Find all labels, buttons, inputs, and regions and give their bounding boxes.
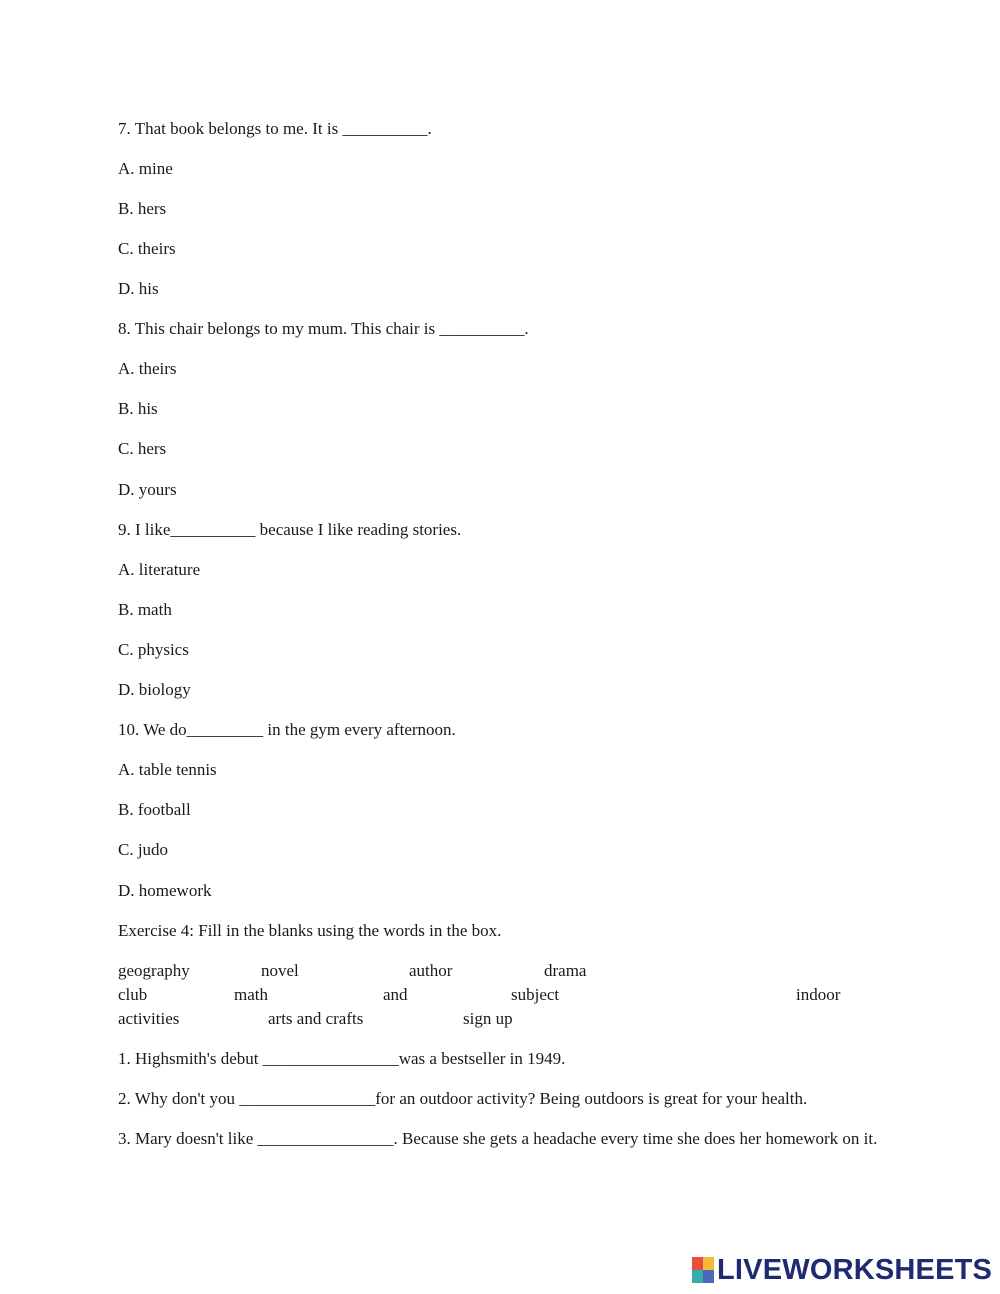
question-7-option-d: D. his: [118, 279, 159, 298]
question-8-option-b: B. his: [118, 399, 158, 418]
question-9-stem: 9. I like__________ because I like reading stories.: [118, 520, 462, 539]
word-box-item: drama: [544, 961, 587, 980]
question-9-option-b: B. math: [118, 600, 172, 619]
word-box-item: author: [409, 961, 453, 980]
question-10-option-c: C. judo: [118, 840, 169, 859]
question-9-option-d: D. biology: [118, 680, 191, 699]
exercise-4-sentence-1: 1. Highsmith's debut ________________was a bestseller in 1949.: [118, 1049, 566, 1068]
word-box-item: geography: [118, 961, 190, 980]
word-box-item: math: [234, 985, 268, 1004]
question-7-stem: 7. That book belongs to me. It is __________.: [118, 119, 432, 138]
word-box-item: arts and crafts: [268, 1009, 364, 1028]
question-7-option-c: C. theirs: [118, 239, 176, 258]
question-8-option-a: A. theirs: [118, 359, 177, 378]
question-8-option-d: D. yours: [118, 480, 177, 499]
question-10-option-d: D. homework: [118, 881, 212, 900]
exercise-4-sentence-2: 2. Why don't you ________________for an outdoor activity? Being outdoors is great for your health.: [118, 1089, 808, 1108]
logo-mark-icon: [692, 1257, 714, 1283]
question-9-option-a: A. literature: [118, 560, 201, 579]
question-10-option-a: A. table tennis: [118, 760, 217, 779]
question-9-option-c: C. physics: [118, 640, 189, 659]
question-8-stem: 8. This chair belongs to my mum. This chair is __________.: [118, 319, 529, 338]
question-10-option-b: B. football: [118, 800, 191, 819]
word-box-item: club: [118, 985, 148, 1004]
word-box-item: sign up: [463, 1009, 513, 1028]
question-10-stem: 10. We do_________ in the gym every afternoon.: [118, 720, 456, 739]
word-box-item: subject: [511, 985, 560, 1004]
word-box-item: activities: [118, 1009, 180, 1028]
question-8-option-c: C. hers: [118, 439, 167, 458]
word-box-item: indoor: [796, 985, 841, 1004]
logo-text: LIVEWORKSHEETS: [717, 1253, 993, 1286]
word-box-item: and: [383, 985, 408, 1004]
question-7-option-a: A. mine: [118, 159, 173, 178]
exercise-4-sentence-3: 3. Mary doesn't like ________________. Because she gets a headache every time she does her homework on it.: [118, 1129, 878, 1148]
word-box-item: novel: [261, 961, 299, 980]
question-7-option-b: B. hers: [118, 199, 167, 218]
liveworksheets-logo: [692, 1254, 992, 1286]
exercise-4-title: Exercise 4: Fill in the blanks using the words in the box.: [118, 921, 502, 940]
